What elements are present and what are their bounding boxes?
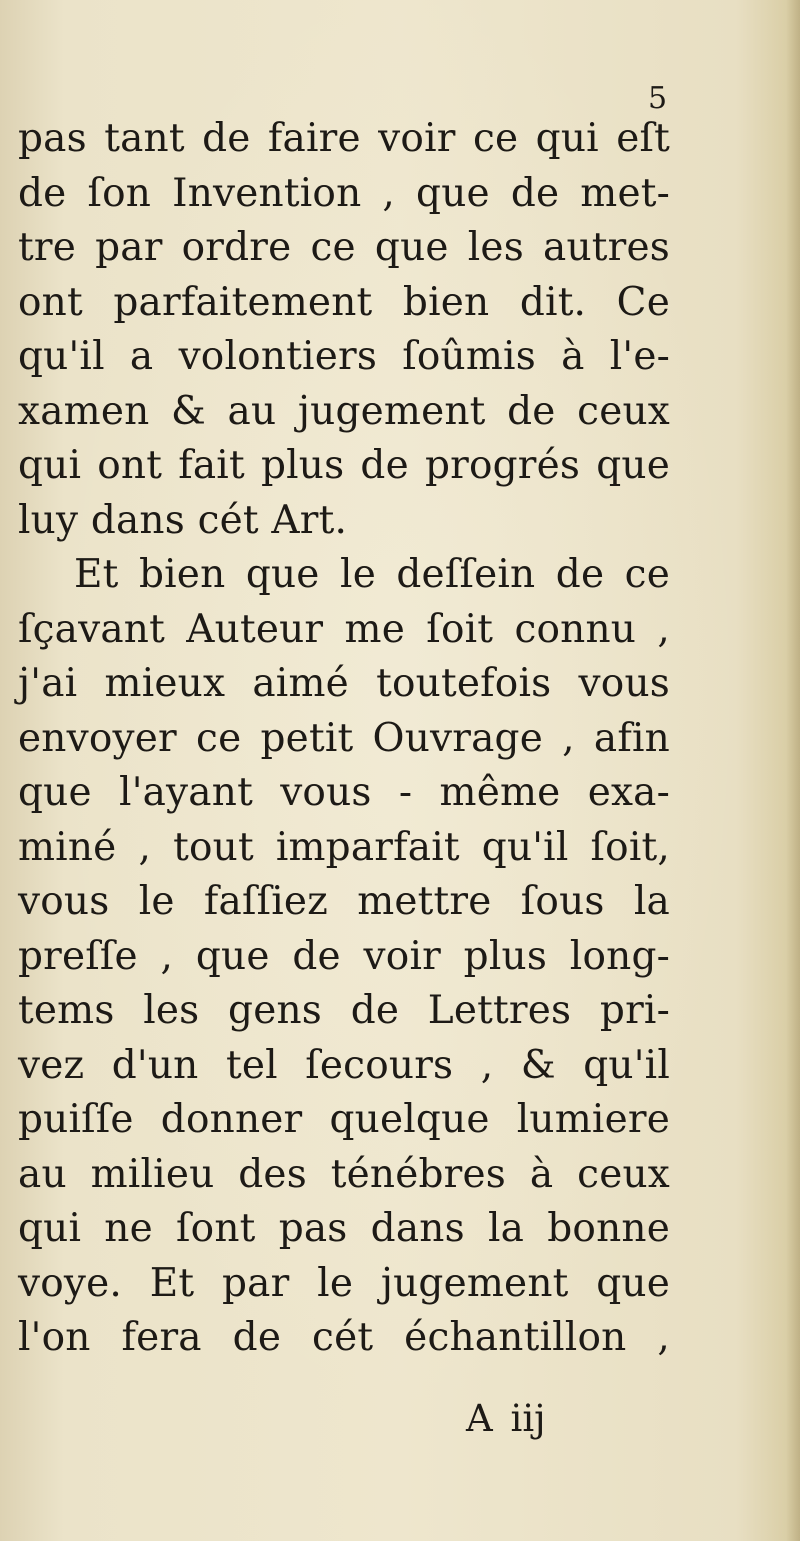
text-line: l'on fera de cét échantillon , [18, 1315, 670, 1360]
signature-mark: A iij [466, 1397, 546, 1440]
text-line: ont parfaitement bien dit. Ce [18, 279, 670, 325]
text-line: au milieu des ténébres à ceux [18, 1151, 670, 1197]
text-line: vous le faſſiez mettre ſous la [18, 879, 670, 924]
text-line: voye. Et par le jugement que [18, 1260, 670, 1306]
text-line: de ſon Invention , que de met- [18, 170, 670, 216]
text-line: preſſe , que de voir plus long- [18, 933, 670, 979]
text-line: puiſſe donner quelque lumiere [18, 1097, 670, 1142]
text-line: ſçavant Auteur me ſoit connu , [18, 606, 670, 652]
text-line: tre par ordre ce que les autres [18, 225, 670, 270]
text-line: envoyer ce petit Ouvrage , afin [18, 715, 670, 761]
text-line: miné , tout imparfait qu'il ſoit, [18, 824, 670, 870]
page-number: 5 [648, 81, 668, 116]
text-line: luy dans cét Art. [18, 497, 348, 543]
text-line: qui ont fait plus de progrés que [18, 443, 670, 488]
text-line: vez d'un tel ſecours , & qu'il [18, 1042, 670, 1088]
text-line: xamen & au jugement de ceux [18, 388, 670, 434]
text-line: j'ai mieux aimé toutefois vous [18, 661, 670, 706]
text-line: tems les gens de Lettres pri- [18, 988, 670, 1033]
text-line: qui ne ſont pas dans la bonne [18, 1206, 670, 1251]
text-line: Et bien que le deſſein de ce [74, 552, 670, 597]
text-line: que l'ayant vous - même exa- [18, 770, 670, 815]
text-line: qu'il a volontiers ſoûmis à l'e- [18, 334, 670, 379]
body-text [18, 112, 670, 1366]
text-line: pas tant de faire voir ce qui eſt [18, 116, 670, 161]
